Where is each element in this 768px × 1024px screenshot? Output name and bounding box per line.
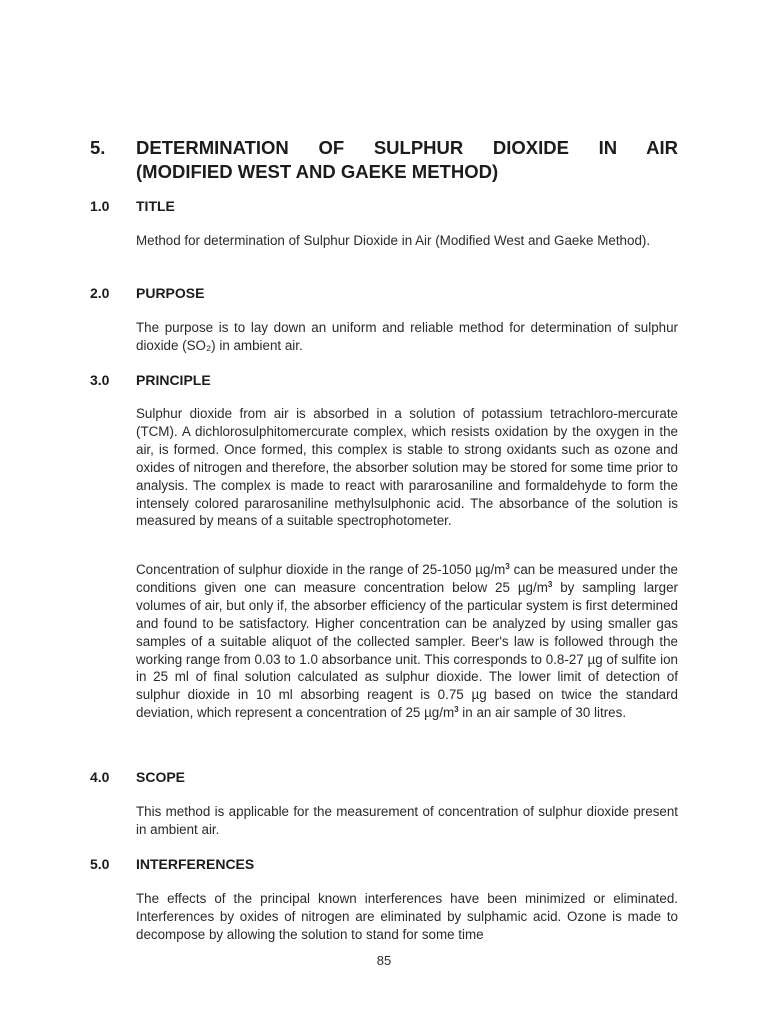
chapter-title-line-2: (MODIFIED WEST AND GAEKE METHOD) [136,161,499,182]
section-heading-scope [90,768,185,786]
section-principle-paragraph-1: Sulphur dioxide from air is absorbed in a solution of potassium tetrachloro-mercurate (TCM). A dichlorosulphitomercurate complex, which resists oxidation by the oxygen in the air, is formed. Once formed, this complex is stable to strong oxidants such as ozone and oxides of nitrogen and therefore, the absorber solution may be stored for some time prior to analysis. The complex is made to react with pararosaniline and formaldehyde to form the intensely colored pararosaniline methylsulphonic acid. The absorbance of the solution is measured by means of a suitable spectrophotometer. [136,406,678,529]
section-heading-text: PRINCIPLE [136,372,211,388]
section-number: 4.0 [90,769,110,785]
chapter-heading [90,136,678,184]
chapter-number: 5. [90,137,106,158]
principle-p2-text-a: Concentration of sulphur dioxide in the range of 25-1050 µg/m [136,562,506,577]
section-principle-paragraph-2 [136,561,678,722]
section-heading-text: SCOPE [136,769,186,785]
section-heading-purpose [90,284,204,302]
chapter-title [136,136,678,184]
principle-p2-text-b: can be measured under the conditions given one can measure concentration below 25 µg/m [136,562,679,595]
section-heading-text: INTERFERENCES [136,856,255,872]
section-number: 3.0 [90,372,110,388]
section-heading-text: PURPOSE [136,285,205,301]
section-interferences-paragraph: The effects of the principal known interferences have been minimized or eliminated. Interferences by oxides of nitrogen are eliminated by sulphamic acid. Ozone is made to decompose by allowing the solution to stand for some time [136,891,678,942]
superscript-3: 3 [454,705,459,715]
section-heading-principle [90,371,211,389]
chapter-title-line-1: DETERMINATION OF SULPHUR DIOXIDE IN AIR [136,137,678,158]
section-number: 1.0 [90,198,110,214]
section-heading-title [90,197,175,215]
principle-p2-text-d: in an air sample of 30 litres. [458,705,627,721]
superscript-3: 3 [547,579,553,589]
section-heading-text: TITLE [136,198,175,214]
page-number: 85 [376,953,392,968]
section-title-paragraph: Method for determination of Sulphur Dioxide in Air (Modified West and Gaeke Method). [136,233,651,248]
section-heading-interferences [90,855,254,873]
section-purpose-paragraph: The purpose is to lay down an uniform and reliable method for determination of sulphur dioxide (SO₂) in ambient air. [136,320,678,353]
principle-p2-text-c: by sampling larger volumes of air, but only if, the absorber efficiency of the particular system is first determined and found to be satisfactory. Higher concentration can be analyzed by using smaller gas samples of a suitable aliquot of the collected sampler. Beer's law is followed through the working range from 0.03 to 1.0 absorbance unit. This corresponds to 0.8-27 µg of sulfite ion in 25 ml of final solution calculated as sulphur dioxide. The lower limit of detection of sulphur dioxide in 10 ml absorbing reagent is 0.75 µg based on twice the standard deviation, which represent a concentration of 25 µg/m [136,579,678,721]
section-scope-paragraph: This method is applicable for the measurement of concentration of sulphur dioxide present in ambient air. [136,804,678,837]
superscript-3: 3 [505,562,510,571]
section-number: 5.0 [90,856,110,872]
section-number: 2.0 [90,285,110,301]
